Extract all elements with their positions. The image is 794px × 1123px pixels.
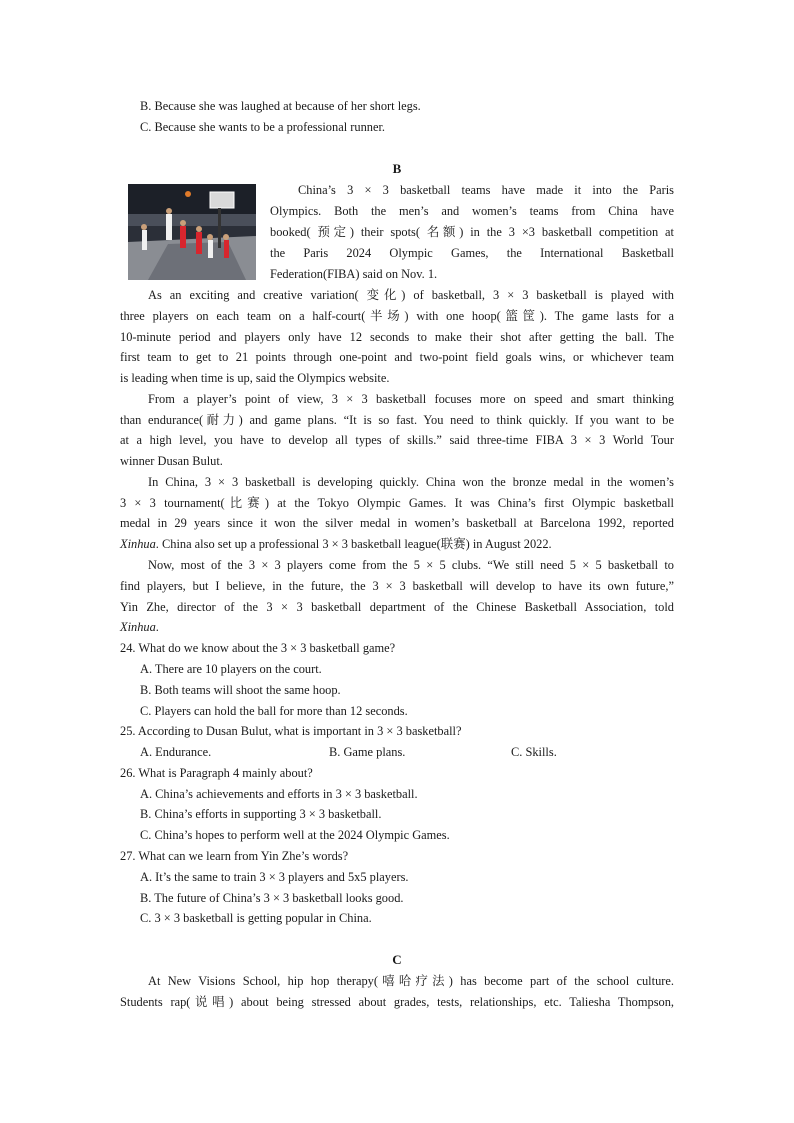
xinhua-source: Xinhua xyxy=(120,537,156,551)
section-c-line1: At New Visions School, hip hop therapy(嘻哈疗法) has become part of the school culture. xyxy=(148,974,674,988)
para3-line3: at a high level, you have to develop all types of skills.” said three-time FIBA 3 × 3 World Tour xyxy=(120,433,674,447)
para2-line1: As an exciting and creative variation( 变化) of basketball, 3 × 3 basketball is played with xyxy=(148,288,674,302)
para2-line4: first team to get to 21 points through one-point and two-point field goals wins, or whichever team xyxy=(120,350,674,364)
para1-line5: Federation(FIBA) said on Nov. 1. xyxy=(270,267,438,281)
section-b-heading: B xyxy=(392,161,402,176)
para1-line2: Olympics. Both the men’s and women’s teams from China have xyxy=(270,204,674,218)
q25-option-b[interactable]: B. Game plans. xyxy=(329,745,406,759)
question-27: 27. What can we learn from Yin Zhe’s words? xyxy=(120,849,349,863)
section-c-line2: Students rap(说唱) about being stressed about grades, tests, relationships, etc. Taliesha Thompson, xyxy=(120,995,674,1009)
xinhua-source-2: Xinhua xyxy=(120,620,156,634)
q24-option-a[interactable]: A. There are 10 players on the court. xyxy=(140,662,322,676)
q26-option-c[interactable]: C. China’s hopes to perform well at the 2024 Olympic Games. xyxy=(140,828,450,842)
q27-option-b[interactable]: B. The future of China’s 3 × 3 basketball looks good. xyxy=(140,891,404,905)
q25-option-a[interactable]: A. Endurance. xyxy=(140,745,212,759)
para2-line3: 10-minute period and players only have 12 seconds to make their shot after getting the ball. The xyxy=(120,330,674,344)
para1-line1: China’s 3 × 3 basketball teams have made it into the Paris xyxy=(298,183,674,197)
q26-option-b[interactable]: B. China’s efforts in supporting 3 × 3 basketball. xyxy=(140,807,382,821)
prev-option-b: B. Because she was laughed at because of her short legs. xyxy=(140,99,421,113)
q27-option-c[interactable]: C. 3 × 3 basketball is getting popular in China. xyxy=(140,911,372,925)
para3-line4: winner Dusan Bulut. xyxy=(120,454,223,468)
para1-line3: booked( 预定) their spots( 名额) in the 3 ×3 basketball competition at xyxy=(270,225,674,239)
para4-line1: In China, 3 × 3 basketball is developing quickly. China won the bronze medal in the women’s xyxy=(148,475,674,489)
para2-line2: three players on each team on a half-court(半场) with one hoop(篮筐). The game lasts for a xyxy=(120,309,674,323)
para4-line2: 3 × 3 tournament(比赛) at the Tokyo Olympic Games. It was China’s first Olympic basketball xyxy=(120,496,674,510)
para3-line2: than endurance(耐力) and game plans. “It is so fast. You need to think quickly. If you want to be xyxy=(120,413,674,427)
para5-line3: Yin Zhe, director of the 3 × 3 basketball department of the Chinese Basketball Association, told xyxy=(120,600,674,614)
para5-line2: find players, but I believe, in the future, the 3 × 3 basketball will develop to have its own future,” xyxy=(120,579,674,593)
para4-line3: medal in 29 years since it won the silver medal in women’s basketball at Barcelona 1992, reported xyxy=(120,516,674,530)
para5-line1: Now, most of the 3 × 3 players come from the 5 × 5 clubs. “We still need 5 × 5 basketball to xyxy=(148,558,674,572)
para2-line5: is leading when time is up, said the Olympics website. xyxy=(120,371,390,385)
para4-line4-rest: . China also set up a professional 3 × 3 basketball league(联赛) in August 2022. xyxy=(155,537,552,551)
q24-option-b[interactable]: B. Both teams will shoot the same hoop. xyxy=(140,683,341,697)
para3-line1: From a player’s point of view, 3 × 3 basketball focuses more on speed and smart thinking xyxy=(148,392,674,406)
para5-line4 xyxy=(120,619,159,635)
q27-option-a[interactable]: A. It’s the same to train 3 × 3 players and 5x5 players. xyxy=(140,870,409,884)
q25-option-c[interactable]: C. Skills. xyxy=(511,745,557,759)
prev-option-c: C. Because she wants to be a professional runner. xyxy=(140,120,385,134)
section-c-heading: C xyxy=(392,952,402,967)
question-26: 26. What is Paragraph 4 mainly about? xyxy=(120,766,313,780)
para1-line4: the Paris 2024 Olympic Games, the International Basketball xyxy=(270,246,674,260)
para5-line4-rest: . xyxy=(155,620,159,634)
question-25: 25. According to Dusan Bulut, what is important in 3 × 3 basketball? xyxy=(120,724,462,738)
basketball-photo xyxy=(128,184,256,280)
para4-line4 xyxy=(120,536,552,552)
question-24: 24. What do we know about the 3 × 3 basketball game? xyxy=(120,641,396,655)
q26-option-a[interactable]: A. China’s achievements and efforts in 3 × 3 basketball. xyxy=(140,787,418,801)
q24-option-c[interactable]: C. Players can hold the ball for more than 12 seconds. xyxy=(140,704,408,718)
